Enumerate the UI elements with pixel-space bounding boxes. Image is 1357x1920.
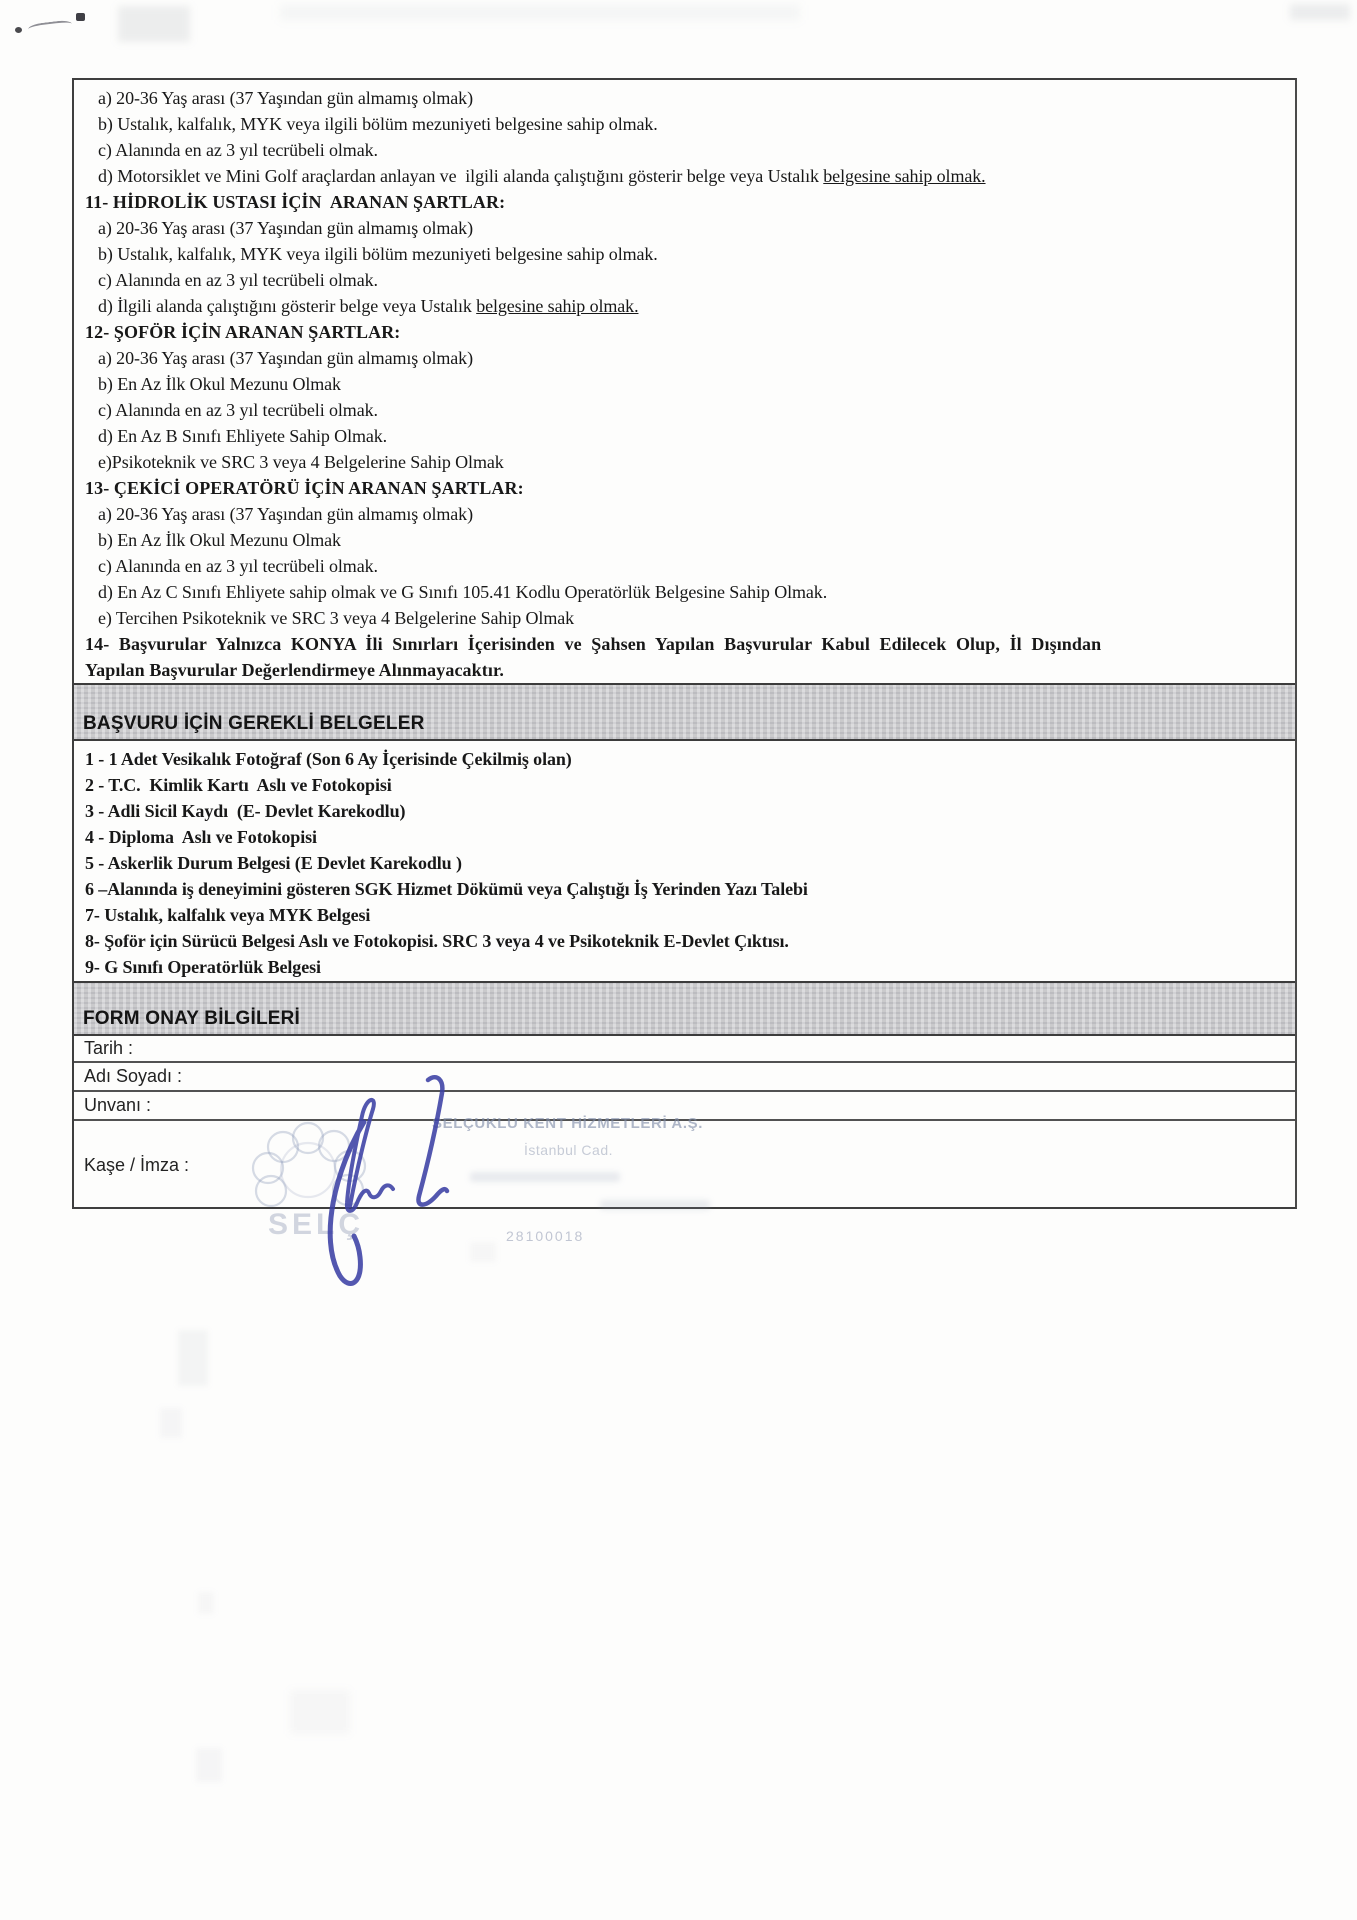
stamp-number-text: 28100018 — [506, 1228, 585, 1244]
requirement-line: c) Alanında en az 3 yıl tecrübeli olmak. — [98, 400, 378, 420]
form-field-row — [74, 1036, 1295, 1063]
documents-header-bar — [74, 683, 1295, 741]
scan-artifact — [470, 1242, 496, 1262]
document-item: 4 - Diploma Aslı ve Fotokopisi — [85, 827, 317, 847]
scan-artifact — [280, 5, 800, 20]
requirement-line: a) 20-36 Yaş arası (37 Yaşından gün almamış olmak) — [98, 88, 473, 108]
requirement-line: d) En Az C Sınıfı Ehliyete sahip olmak ve G Sınıfı 105.41 Kodlu Operatörlük Belgesine Sahip Olmak. — [98, 582, 828, 602]
approval-header-bar — [74, 981, 1295, 1036]
requirements-section — [74, 80, 1295, 683]
field-label: Adı Soyadı : — [84, 1066, 183, 1086]
section-header: 11- HİDROLİK USTASI İÇİN ARANAN ŞARTLAR: — [85, 192, 506, 212]
scan-artifact — [1290, 4, 1350, 20]
form-field-row — [74, 1063, 1295, 1092]
field-label: Kaşe / İmza : — [84, 1155, 190, 1175]
requirement-line: a) 20-36 Yaş arası (37 Yaşından gün almamış olmak) — [98, 218, 473, 238]
document-item: 9- G Sınıfı Operatörlük Belgesi — [85, 957, 321, 977]
approval-fields — [74, 1036, 1295, 1207]
requirement-line: a) 20-36 Yaş arası (37 Yaşından gün almamış olmak) — [98, 348, 473, 368]
scan-artifact — [160, 1408, 182, 1438]
field-label: Unvanı : — [84, 1095, 152, 1115]
scan-artifact — [28, 19, 73, 33]
scan-artifact — [290, 1690, 350, 1734]
requirement-line: d) En Az B Sınıfı Ehliyete Sahip Olmak. — [98, 426, 388, 446]
form-field-row — [74, 1121, 1295, 1207]
scan-artifact — [118, 6, 190, 42]
document-item: 8- Şoför için Sürücü Belgesi Aslı ve Fotokopisi. SRC 3 veya 4 ve Psikoteknik E-Devlet Çıktısı. — [85, 931, 789, 951]
application-form-table — [72, 78, 1297, 1209]
document-item: 6 –Alanında iş deneyimini gösteren SGK Hizmet Dökümü veya Çalıştığı İş Yerinden Yazı Talebi — [85, 879, 808, 899]
document-item: 1 - 1 Adet Vesikalık Fotoğraf (Son 6 Ay İçerisinde Çekilmiş olan) — [85, 749, 572, 769]
field-label: Tarih : — [84, 1038, 134, 1058]
requirement-line: b) Ustalık, kalfalık, MYK veya ilgili bölüm mezuniyeti belgesine sahip olmak. — [98, 244, 658, 264]
documents-header: BAŞVURU İÇİN GEREKLİ BELGELER — [83, 713, 425, 734]
requirement-line: b) En Az İlk Okul Mezunu Olmak — [98, 530, 341, 550]
stamp-company-text: SELÇUKLU KENT HİZMETLERİ A.Ş. — [432, 1115, 704, 1132]
scan-artifact — [15, 27, 22, 33]
stamp-big-text: SELÇ — [268, 1208, 365, 1241]
requirement-line: 14- Başvurular Yalnızca KONYA İli Sınırları İçerisinden ve Şahsen Yapılan Başvurular Kabul Edilecek Olup, İl Dışından — [85, 634, 1102, 654]
required-documents-list — [74, 741, 1295, 981]
requirement-line: c) Alanında en az 3 yıl tecrübeli olmak. — [98, 140, 378, 160]
document-item: 2 - T.C. Kimlik Kartı Aslı ve Fotokopisi — [85, 775, 392, 795]
scan-artifact — [178, 1330, 208, 1386]
approval-header: FORM ONAY BİLGİLERİ — [83, 1008, 301, 1029]
scan-artifact — [76, 13, 85, 21]
requirement-line: Yapılan Başvurular Değerlendirmeye Alınmayacaktır. — [85, 660, 504, 680]
scan-artifact — [196, 1748, 222, 1782]
requirement-line: d) Motorsiklet ve Mini Golf araçlardan anlayan ve ilgili alanda çalıştığını gösterir belge veya Ustalık belgesine sahip olmak. — [98, 166, 986, 186]
stamp-address-text: İstanbul Cad. — [524, 1142, 613, 1158]
requirement-line: c) Alanında en az 3 yıl tecrübeli olmak. — [98, 270, 378, 290]
requirement-line: a) 20-36 Yaş arası (37 Yaşından gün almamış olmak) — [98, 504, 473, 524]
requirement-line: c) Alanında en az 3 yıl tecrübeli olmak. — [98, 556, 378, 576]
form-field-row — [74, 1092, 1295, 1121]
requirement-line: d) İlgili alanda çalıştığını gösterir belge veya Ustalık belgesine sahip olmak. — [98, 296, 639, 316]
document-item: 3 - Adli Sicil Kaydı (E- Devlet Karekodlu) — [85, 801, 406, 821]
requirement-line: b) En Az İlk Okul Mezunu Olmak — [98, 374, 341, 394]
document-item: 7- Ustalık, kalfalık veya MYK Belgesi — [85, 905, 371, 925]
scan-artifact — [198, 1592, 214, 1614]
document-item: 5 - Askerlik Durum Belgesi (E Devlet Karekodlu ) — [85, 853, 462, 873]
requirement-line: e) Tercihen Psikoteknik ve SRC 3 veya 4 Belgelerine Sahip Olmak — [98, 608, 575, 628]
section-header: 13- ÇEKİCİ OPERATÖRÜ İÇİN ARANAN ŞARTLAR: — [85, 478, 524, 498]
section-header: 12- ŞOFÖR İÇİN ARANAN ŞARTLAR: — [85, 322, 401, 342]
requirement-line: e)Psikoteknik ve SRC 3 veya 4 Belgelerine Sahip Olmak — [98, 452, 504, 472]
requirement-line: b) Ustalık, kalfalık, MYK veya ilgili bölüm mezuniyeti belgesine sahip olmak. — [98, 114, 658, 134]
